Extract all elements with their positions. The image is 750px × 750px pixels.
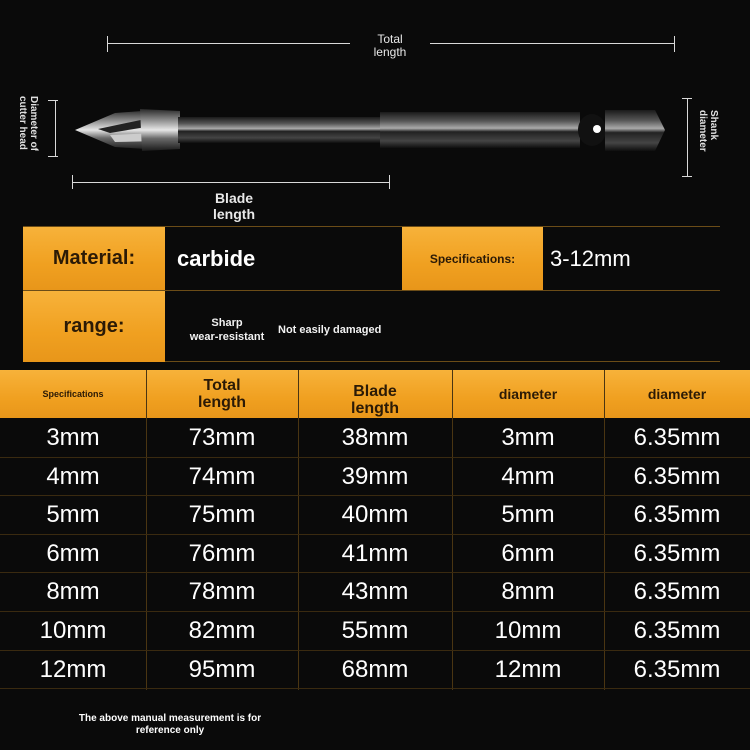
table-cell: 3mm	[501, 424, 555, 451]
table-cell: 6.35mm	[633, 578, 721, 606]
table-cell: 6.35mm	[633, 617, 721, 644]
total-length-label: Total length	[350, 33, 430, 59]
shank-diameter-label: Shank diameter	[697, 110, 719, 152]
table-cell: 6.35mm	[633, 655, 721, 683]
table-cell: 12mm	[494, 655, 562, 683]
header-specifications: Specifications	[42, 388, 104, 399]
table-cell: 4mm	[46, 462, 100, 490]
table-row	[0, 612, 750, 650]
material-label: Material:	[23, 227, 165, 290]
table-cell: 76mm	[188, 539, 256, 567]
table-cell: 6.35mm	[633, 501, 721, 529]
table-row	[0, 458, 750, 496]
table-cell: 6mm	[46, 539, 100, 567]
drill-bit-image	[70, 95, 680, 175]
table-cell: 5mm	[501, 501, 555, 529]
header-total-length: Total length	[198, 377, 246, 411]
table-cell: 40mm	[341, 501, 409, 529]
table-cell: 75mm	[188, 501, 256, 529]
feature-durable: Not easily damaged	[278, 324, 382, 336]
table-row	[0, 651, 750, 689]
table-cell: 43mm	[341, 578, 409, 606]
table-cell: 6.35mm	[633, 424, 721, 451]
header-shank-diameter: diameter	[647, 385, 707, 402]
table-cell: 73mm	[188, 424, 256, 451]
material-value: carbide	[177, 245, 256, 271]
table-cell: 10mm	[494, 617, 562, 644]
table-cell: 78mm	[188, 578, 256, 606]
table-cell: 55mm	[341, 617, 409, 644]
info-block-bottom-line	[165, 361, 720, 362]
header-blade-length: Blade length	[351, 383, 399, 417]
cutter-diameter-tick-top	[48, 100, 58, 101]
cutter-diameter-label: Diameter of cutter head	[17, 96, 39, 152]
table-cell: 38mm	[341, 424, 409, 451]
table-cell: 8mm	[46, 578, 100, 606]
blade-length-tick-right	[389, 175, 390, 189]
table-cell: 3mm	[46, 424, 100, 451]
spec-value: 3-12mm	[550, 245, 631, 271]
table-cell: 82mm	[188, 617, 256, 644]
table-row	[0, 573, 750, 611]
blade-length-line	[73, 182, 389, 183]
table-cell: 6mm	[501, 539, 555, 567]
total-length-tick-left	[107, 36, 108, 52]
shank-diameter-line	[687, 98, 688, 176]
table-cell: 68mm	[341, 655, 409, 683]
shank-diameter-tick-bottom	[682, 176, 692, 177]
table-cell: 6.35mm	[633, 539, 721, 567]
table-cell: 5mm	[46, 501, 100, 529]
table-cell: 41mm	[341, 539, 409, 567]
footer-note: The above manual measurement is for reference only	[78, 713, 262, 736]
table-row	[0, 419, 750, 457]
blade-length-label: Blade length	[213, 190, 255, 222]
table-cell: 10mm	[39, 617, 107, 644]
row-divider	[0, 688, 750, 689]
table-cell: 12mm	[39, 655, 107, 683]
table-cell: 6.35mm	[633, 462, 721, 490]
table-cell: 39mm	[341, 462, 409, 490]
spec-label: Specifications:	[402, 227, 543, 290]
table-row	[0, 496, 750, 534]
table-cell: 8mm	[501, 578, 555, 606]
cutter-diameter-line	[55, 100, 56, 156]
table-cell: 95mm	[188, 655, 256, 683]
cutter-diameter-tick-bottom	[48, 156, 58, 157]
table-row	[0, 535, 750, 573]
total-length-tick-right	[674, 36, 675, 52]
header-diameter: diameter	[498, 385, 558, 402]
range-label: range:	[23, 291, 165, 362]
feature-sharp: Sharp wear-resistant	[189, 317, 265, 343]
table-cell: 4mm	[501, 462, 555, 490]
table-cell: 74mm	[188, 462, 256, 490]
